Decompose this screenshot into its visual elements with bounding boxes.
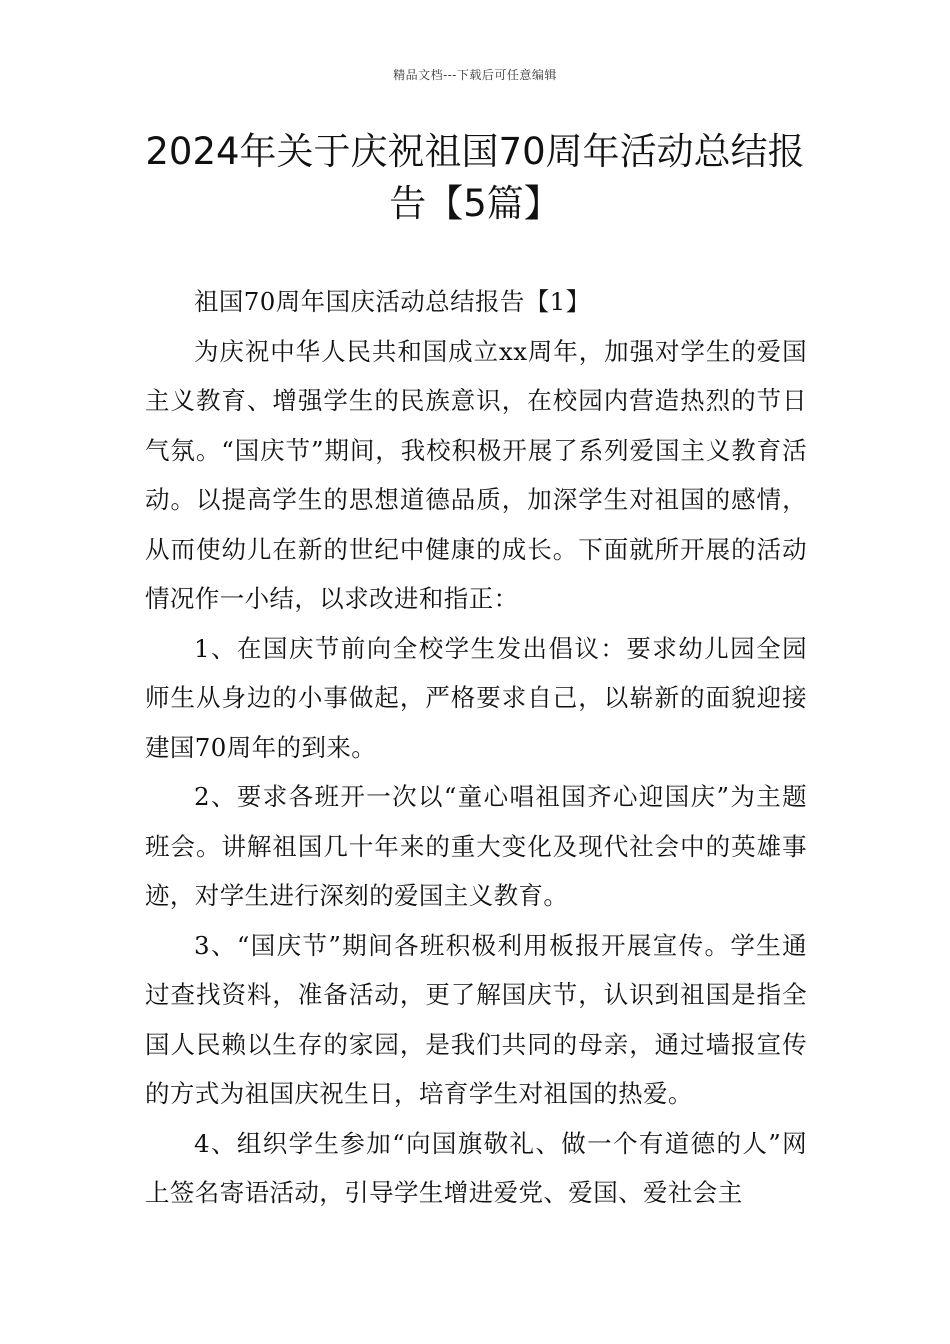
item-paragraph-1: 1、在国庆节前向全校学生发出倡议：要求幼儿园全园师生从身边的小事做起，严格要求自己，以崭新的面貌迎接建国70周年的到来。 bbox=[145, 633, 807, 762]
header-note: 精品文档---下载后可任意编辑 bbox=[393, 68, 557, 82]
document-body bbox=[145, 277, 807, 1218]
document-title: 2024年关于庆祝祖国70周年活动总结报告【5篇】 bbox=[145, 130, 805, 225]
item-paragraph-3: 3、“国庆节”期间各班积极利用板报开展宣传。学生通过查找资料，准备活动，更了解国庆节，认识到祖国是指全国人民赖以生存的家园，是我们共同的母亲，通过墙报宣传的方式为祖国庆祝生日，培育学生对祖国的热爱。 bbox=[145, 930, 807, 1108]
item-paragraph-2: 2、要求各班开一次以“童心唱祖国齐心迎国庆”为主题班会。讲解祖国几十年来的重大变化及现代社会中的英雄事迹，对学生进行深刻的爱国主义教育。 bbox=[145, 782, 807, 910]
item-paragraph-4: 4、组织学生参加“向国旗敬礼、做一个有道德的人”网上签名寄语活动，引导学生增进爱党、爱国、爱社会主 bbox=[145, 1128, 807, 1207]
intro-paragraph: 为庆祝中华人民共和国成立xx周年，加强对学生的爱国主义教育、增强学生的民族意识，在校园内营造热烈的节日气氛。“国庆节”期间，我校积极开展了系列爱国主义教育活动。以提高学生的思想道德品质，加深学生对祖国的感情，从而使幼儿在新的世纪中健康的成长。下面就所开展的活动情况作一小结，以求改进和指正： bbox=[145, 336, 807, 613]
section-heading: 祖国70周年国庆活动总结报告【1】 bbox=[194, 287, 591, 316]
